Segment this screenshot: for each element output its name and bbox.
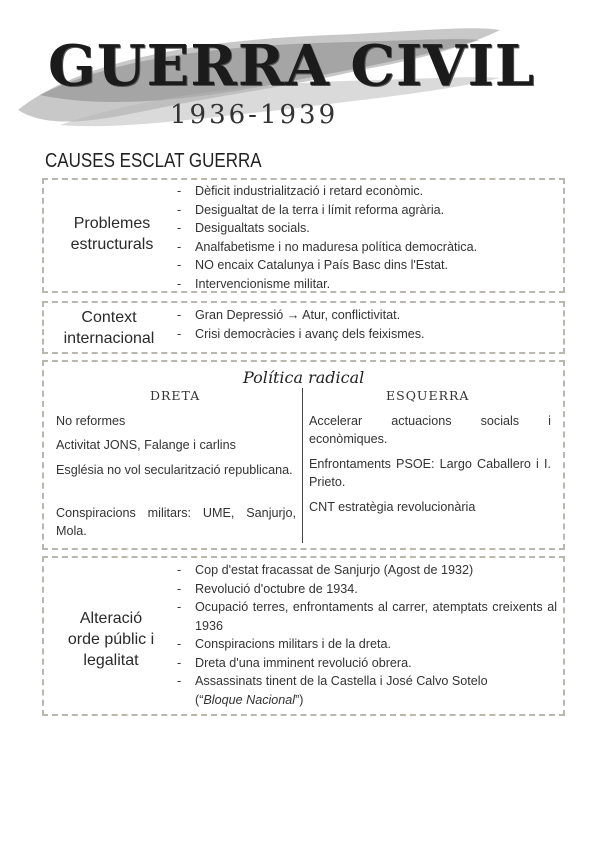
list-item: - Gran Depressió → Atur, conflictivitat. [177, 308, 401, 322]
list-item: - Desigualtat de la terra i límit reforma agrària. [177, 202, 445, 217]
list-item: - Cop d'estat fracassat de Sanjurjo (Agost de 1932) [177, 563, 474, 577]
list-item: - NO encaix Catalunya i País Basc dins l'Estat. [177, 258, 448, 272]
esquerra-item: Enfrontaments PSOE: Largo Caballero i I. Prieto. [309, 457, 551, 489]
esquerra-item: Accelerar actuacions socials i econòmiques. [309, 414, 551, 446]
years-subtitle: 1936-1939 [170, 100, 339, 130]
list-item: - Desigualtats socials. [177, 221, 310, 235]
list-item: - Assassinats tinent de la Castella i José Calvo Sotelo (“Bloque Nacional”) [177, 674, 488, 707]
dreta-item: No reformes [56, 414, 126, 428]
list-item: - Dèficit industrialització i retard econòmic. [177, 184, 424, 198]
list-item: - Revolució d'octubre de 1934. [177, 581, 358, 596]
section-heading: CAUSES ESCLAT GUERRA [45, 150, 262, 172]
label-alteracio-orde-public: Alteració orde públic i legalitat [67, 610, 155, 669]
politica-radical-title: Política radical [243, 368, 365, 387]
esquerra-title: ESQUERRA [386, 388, 470, 403]
list-problemes-estructurals [177, 182, 559, 293]
list-item: - Crisi democràcies i avanç dels feixismes. [177, 326, 425, 341]
esquerra-item: CNT estratègia revolucionària [309, 500, 476, 514]
list-item: - Ocupació terres, enfrontaments al carrer, atemptats creixents al 1936 [177, 600, 557, 633]
column-divider [302, 388, 303, 543]
label-context-internacional: Context internacional [63, 309, 155, 347]
list-item: - Conspiracions militars i de la dreta. [177, 637, 391, 651]
dreta-item: Església no vol secularització republicana. [56, 463, 293, 477]
dreta-item: Conspiracions militars: UME, Sanjurjo, Mola. [56, 506, 296, 538]
bloque-nacional-text: Bloque Nacional [203, 692, 296, 707]
list-item: - Analfabetisme i no maduresa política democràtica. [177, 239, 478, 254]
page-title: GUERRA CIVIL [48, 33, 536, 99]
list-item: - Intervencionisme militar. [177, 276, 331, 291]
list-context-internacional [177, 306, 559, 343]
dreta-title: DRETA [150, 388, 201, 403]
label-problemes-estructurals: Problemes estructurals [70, 215, 154, 253]
dreta-item: Activitat JONS, Falange i carlins [56, 438, 236, 452]
list-item: - Dreta d'una imminent revolució obrera. [177, 655, 412, 670]
list-alteracio-orde-public [177, 561, 557, 709]
